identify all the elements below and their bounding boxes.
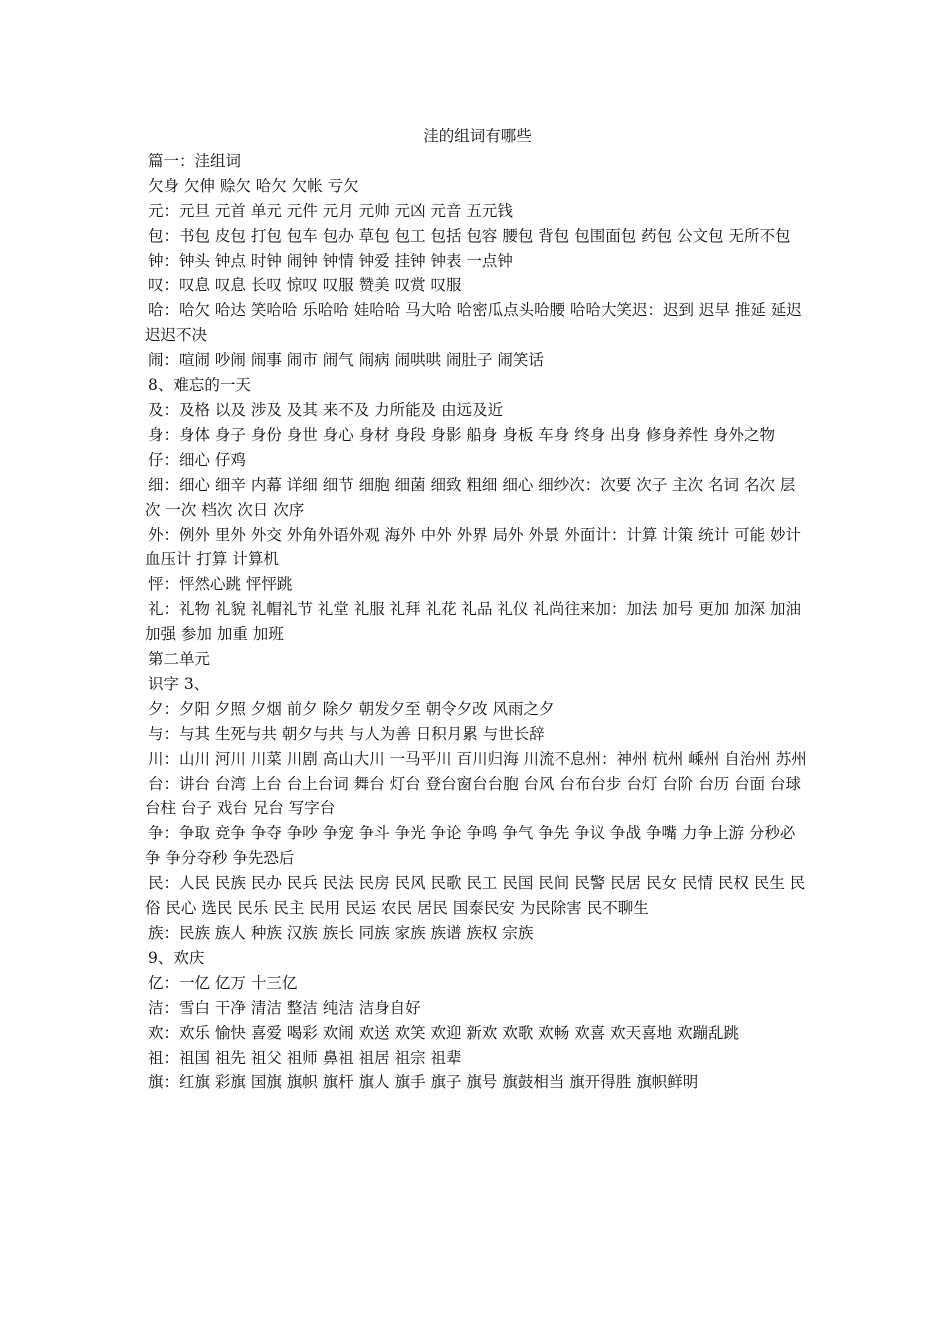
- text-line: 篇一：洼组词: [148, 151, 242, 170]
- document-page: [145, 124, 810, 1095]
- text-line: 礼：礼物 礼貌 礼帽礼节 礼堂 礼服 礼拜 礼花 礼品 礼仪 礼尚往来加：加法 加号 更加 加深 加油 加强 参加 加重 加班: [145, 600, 802, 644]
- text-line: 身：身体 身子 身份 身世 身心 身材 身段 身影 船身 身板 车身 终身 出身 修身养性 身外之物: [148, 425, 775, 444]
- text-line: 哈：哈欠 哈达 笑哈哈 乐哈哈 娃哈哈 马大哈 哈密瓜点头哈腰 哈哈大笑迟：迟到 迟早 推延 延迟 迟迟不决: [145, 301, 802, 345]
- section-heading: 第二单元: [148, 650, 211, 669]
- text-line: 钟：钟头 钟点 时钟 闹钟 钟情 钟爱 挂钟 钟表 一点钟: [148, 251, 513, 270]
- text-line: 叹：叹息 叹息 长叹 惊叹 叹服 赞美 叹赏 叹服: [148, 276, 462, 295]
- text-line: 细：细心 细辛 内幕 详细 细节 细胞 细菌 细致 粗细 细心 细纱次：次要 次子 主次 名词 名次 层次 一次 档次 次日 次序: [145, 475, 796, 519]
- text-line: 族：民族 族人 种族 汉族 族长 同族 家族 族谱 族权 宗族: [148, 924, 534, 942]
- text-line: 欢：欢乐 愉快 喜爱 喝彩 欢闹 欢送 欢笑 欢迎 新欢 欢歌 欢畅 欢喜 欢天喜地 欢蹦乱跳: [148, 1023, 740, 1042]
- text-line: 亿：一亿 亿万 十三亿: [148, 973, 298, 992]
- text-line: 洁：雪白 干净 清洁 整洁 纯洁 洁身自好: [148, 998, 421, 1017]
- text-line: 川：山川 河川 川菜 川剧 高山大川 一马平川 百川归海 川流不息州：神州 杭州 嵊州 自治州 苏州: [148, 749, 807, 768]
- text-line: 夕：夕阳 夕照 夕烟 前夕 除夕 朝发夕至 朝令夕改 风雨之夕: [148, 699, 555, 718]
- text-line: 包：书包 皮包 打包 包车 包办 草包 包工 包括 包容 腰包 背包 包围面包 药包 公文包 无所不包: [148, 226, 791, 245]
- text-line: 与：与其 生死与共 朝夕与共 与人为善 日积月累 与世长辞: [148, 724, 545, 743]
- document-title: 洼的组词有哪些: [423, 127, 532, 145]
- text-line: 欠身 欠伸 赊欠 哈欠 欠帐 亏欠: [148, 176, 359, 195]
- text-line: 旗：红旗 彩旗 国旗 旗帜 旗杆 旗人 旗手 旗子 旗号 旗鼓相当 旗开得胜 旗帜鲜明: [148, 1073, 699, 1092]
- text-line: 台：讲台 台湾 上台 台上台词 舞台 灯台 登台窗台台胞 台风 台布台步 台灯 台阶 台历 台面 台球 台柱 台子 戏台 兄台 写字台: [145, 774, 802, 818]
- text-line: 怦：怦然心跳 怦怦跳: [148, 575, 293, 594]
- section-heading: 识字 3、: [148, 674, 210, 693]
- document-body: [145, 149, 810, 1095]
- text-line: 仔：细心 仔鸡: [148, 450, 246, 469]
- text-line: 外：例外 里外 外交 外角外语外观 海外 中外 外界 局外 外景 外面计：计算 计策 统计 可能 妙计 血压计 打算 计算机: [145, 525, 802, 569]
- text-line: 元：元旦 元首 单元 元件 元月 元帅 元凶 元音 五元钱: [148, 201, 513, 220]
- text-line: 祖：祖国 祖先 祖父 祖师 鼻祖 祖居 祖宗 祖辈: [148, 1048, 462, 1067]
- text-line: 争：争取 竞争 争夺 争吵 争宠 争斗 争光 争论 争鸣 争气 争先 争议 争战 争嘴 力争上游 分秒必争 争分夺秒 争先恐后: [145, 824, 796, 868]
- text-line: 民：人民 民族 民办 民兵 民法 民房 民风 民歌 民工 民国 民间 民警 民居 民女 民情 民权 民生 民俗 民心 选民 民乐 民主 民用 民运 农民 居民 国泰民安 为民除害 民不聊生: [145, 874, 806, 918]
- text-line: 闹：喧闹 吵闹 闹事 闹市 闹气 闹病 闹哄哄 闹肚子 闹笑话: [148, 351, 544, 370]
- section-heading: 8、难忘的一天: [148, 376, 251, 395]
- text-line: 及：及格 以及 涉及 及其 来不及 力所能及 由远及近: [148, 400, 504, 419]
- section-heading: 9、欢庆: [148, 948, 205, 967]
